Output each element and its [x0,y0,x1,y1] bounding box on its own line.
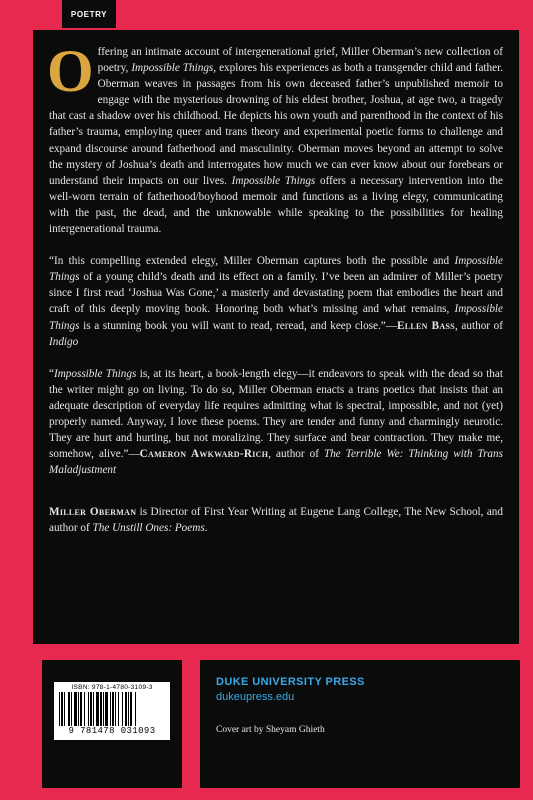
barcode [54,682,170,740]
barcode-bar [68,692,70,726]
barcode-bar [105,692,108,726]
barcode-bar [88,692,89,726]
blurb-author-name-2: Cameron Awkward-Rich [139,448,269,461]
genre-tag: POETRY [62,0,116,28]
isbn-label: ISBN: 978-1-4780-3109-3 [71,684,153,691]
barcode-bar [115,692,116,726]
blurb-author-book-2: The Terrible We: Thinking with Trans Maladjustment [49,448,503,477]
publisher-name: DUKE UNIVERSITY PRESS [216,676,365,688]
barcode-bar [135,692,136,726]
barcode-icon [58,692,166,726]
barcode-bar [74,692,77,726]
barcode-bar [78,692,79,726]
barcode-bar [110,692,111,726]
barcode-bar [93,692,94,726]
blurb-ellen-bass: “In this compelling extended elegy, Miller Oberman captures both the possible and Impossible Things of a young child’s death and its effect on a family. I’ve been an admirer of Miller’s poetry since I first read ‘Joshua Was Gone,’ a masterly and devastating poem that embodies the heart and craft of this deeply moving book. Honoring both what’s missing and what remains, Impossible Things is a stunning book you will want to read, reread, and keep close.”—Ellen Bass, author of Indigo [49,255,503,348]
barcode-bar [96,692,99,726]
barcode-bar [80,692,82,726]
description-text: ffering an intimate account of intergenerational grief, Miller Oberman’s new collection of poetry, [97,46,503,75]
blurb-author-book: Indigo [49,335,79,348]
barcode-bar [71,692,72,726]
barcode-bar [103,692,104,726]
barcode-bar [130,692,132,726]
publisher-panel [200,660,520,788]
barcode-panel [42,660,182,788]
author-bio: Miller Oberman is Director of First Year Writing at Eugene Lang College, The New School, and author of The Unstill Ones: Poems. [49,506,503,535]
barcode-bar [64,692,65,726]
barcode-bar [84,692,85,726]
book-title-italic-2: Impossible Things [231,174,316,187]
description-text-3: offers a necessary intervention into the well-worn terrain of fatherhood/boyhood memoir and functions as a living elegy, communicating with the past, the dead, and the unknowable while speaking to the possibilities for healing intergenerational trauma. [49,174,503,236]
cover-art-credit: Cover art by Sheyam Ghieth [216,725,325,735]
author-name: Miller Oberman [49,506,137,519]
blurb-cameron-awkward-rich: “Impossible Things is, at its heart, a book-length elegy—it endeavors to speak with the dead so that the writer might go on living. To do so, Miller Oberman enacts a trans poetics that insists that an adequate description of everyday life requires admitting what is spectral, impossible, and not (yet) properly named. Anyway, I love these poems. They are tender and funny and charmingly neurotic. They are hurt and hurting, but not moralizing. They surface and bear contraction. They make me, somehow, alive.”—Cameron Awkward-Rich, author of The Terrible We: Thinking with Trans Maladjustment [49,367,503,477]
description-text-2: , explores his experiences as both a transgender child and father. Oberman weaves in passages from his own deceased father’s unpublished memoir to engage with the mysterious drowning of his eldest brother, Joshua, at age two, a tragedy that cast a shadow over his childhood. He depicts his own youth and parenthood in the context of his father’s trauma, employing queer and trans theory and experimental poetic forms to challenge and expand discourse around fatherhood and masculinity. Oberman moves beyond an attempt to solve the mystery of Joshua’s death and interrogates how much we can ever know about our forebears or understand their impacts on our lives. [49,62,503,187]
barcode-bar [90,692,92,726]
drop-cap: O [47,38,94,104]
back-cover-panel [33,30,519,644]
blurb-author-name: Ellen Bass [396,319,455,332]
barcode-bar [122,692,123,726]
barcode-bar [59,692,60,726]
barcode-bar [100,692,102,726]
barcode-bar [112,692,114,726]
barcode-bar [61,692,63,726]
publisher-url[interactable]: dukeupress.edu [216,691,295,703]
author-previous-book: The Unstill Ones: Poems [92,522,205,535]
barcode-bars [58,692,166,726]
barcode-bar [128,692,129,726]
book-description [47,38,503,237]
isbn-number: 9 781478 031093 [68,726,156,736]
barcode-bar [125,692,127,726]
barcode-bar [118,692,119,726]
book-title-italic: Impossible Things [131,62,214,75]
